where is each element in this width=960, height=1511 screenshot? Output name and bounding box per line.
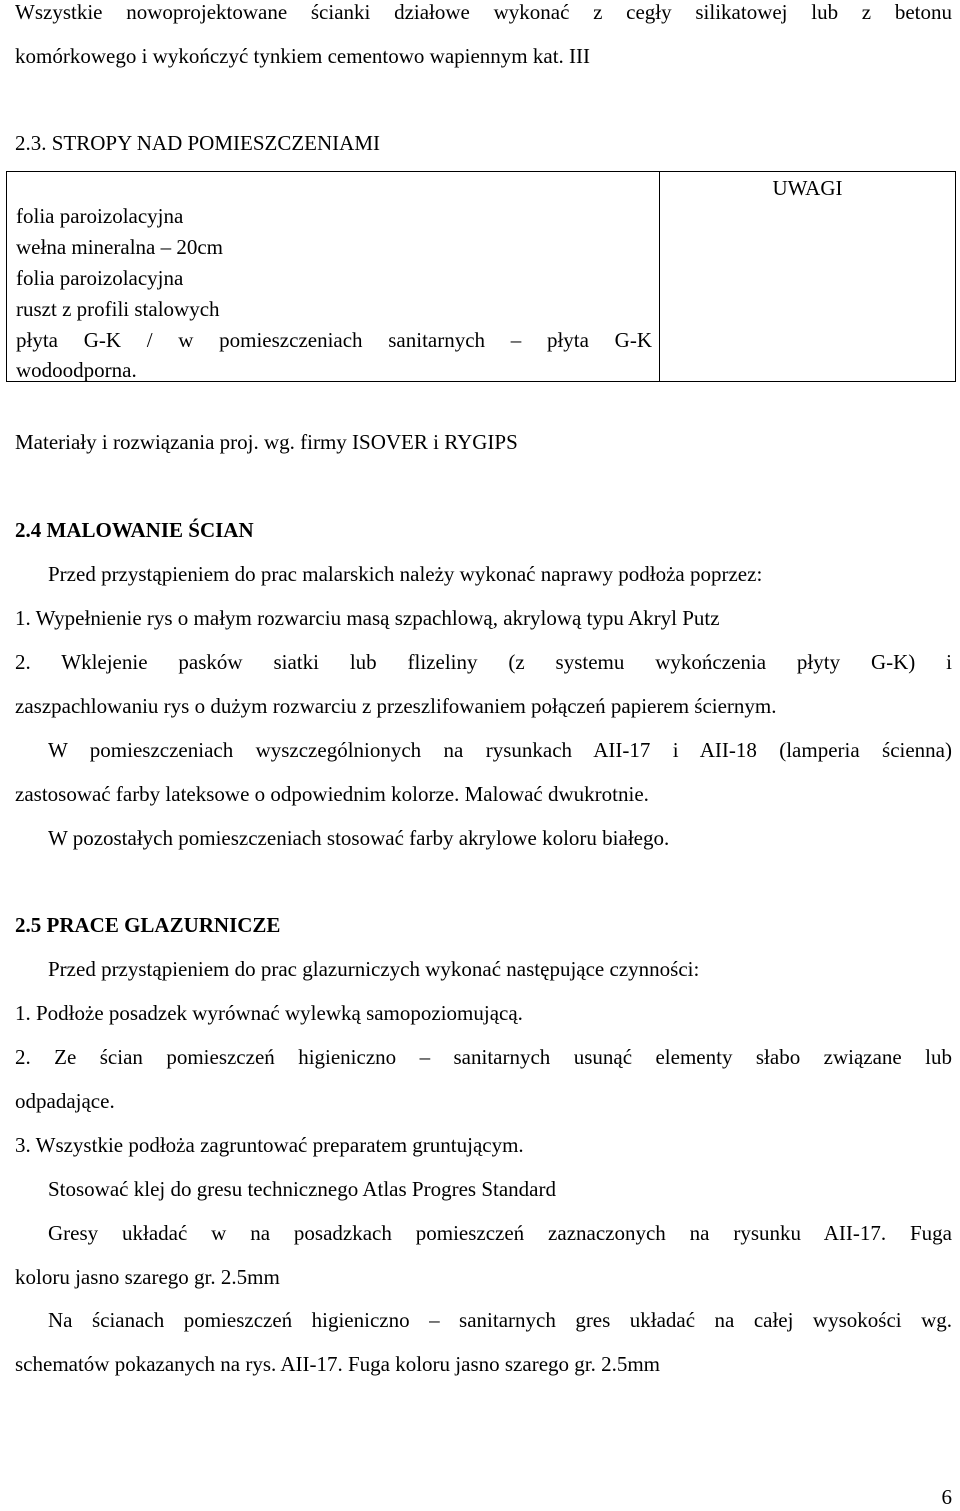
section-2-5-para-2-line-2: koloru jasno szarego gr. 2.5mm bbox=[15, 1265, 280, 1289]
section-2-5-para-3-line-1: Na ścianach pomieszczeń higieniczno – sanitarnych gres układać na całej wysokości wg. bbox=[48, 1308, 952, 1332]
section-2-5-para-3-line-2: schematów pokazanych na rys. AII-17. Fuga koloru jasno szarego gr. 2.5mm bbox=[15, 1352, 661, 1376]
section-2-4-heading: 2.4 MALOWANIE ŚCIAN bbox=[15, 518, 254, 542]
layer-item: folia paroizolacyjna bbox=[16, 204, 184, 228]
section-2-3-note: Materiały i rozwiązania proj. wg. firmy ISOVER i RYGIPS bbox=[15, 430, 518, 454]
section-2-5-intro: Przed przystąpieniem do prac glazurniczych wykonać następujące czynności: bbox=[48, 957, 700, 981]
section-2-4-item-1: 1. Wypełnienie rys o małym rozwarciu masą szpachlową, akrylową typu Akryl Putz bbox=[15, 606, 720, 630]
section-2-5-item-2-line-2: odpadające. bbox=[15, 1089, 115, 1113]
intro-line-2: komórkowego i wykończyć tynkiem cementowo wapiennym kat. III bbox=[15, 44, 591, 68]
page-number: 6 bbox=[941, 1485, 952, 1509]
section-2-5-para-2-line-1: Gresy układać w na posadzkach pomieszczeń zaznaczonych na rysunku AII-17. Fuga bbox=[48, 1221, 952, 1245]
layer-item: ruszt z profili stalowych bbox=[16, 297, 220, 321]
section-2-4-para-2: W pozostałych pomieszczeniach stosować farby akrylowe koloru białego. bbox=[48, 826, 670, 850]
layer-item: płyta G-K / w pomieszczeniach sanitarnych – płyta G-K bbox=[16, 328, 652, 352]
layer-item: folia paroizolacyjna bbox=[16, 266, 184, 290]
layer-item: wełna mineralna – 20cm bbox=[16, 235, 224, 259]
intro-line-1: Wszystkie nowoprojektowane ścianki działowe wykonać z cegły silikatowej lub z betonu bbox=[15, 0, 952, 24]
layers-cell bbox=[7, 172, 660, 382]
section-2-4-intro: Przed przystąpieniem do prac malarskich należy wykonać naprawy podłoża poprzez: bbox=[48, 562, 763, 586]
section-2-5-heading: 2.5 PRACE GLAZURNICZE bbox=[15, 913, 281, 937]
layer-item: wodoodporna. bbox=[16, 358, 137, 382]
section-2-4-item-2-line-2: zaszpachlowaniu rys o dużym rozwarciu z przeszlifowaniem połączeń papierem ściernym. bbox=[15, 694, 777, 718]
section-2-4-item-2-line-1: 2. Wklejenie pasków siatki lub flizeliny (z systemu wykończenia płyty G-K) i bbox=[15, 650, 952, 674]
section-2-4-para-1-line-1: W pomieszczeniach wyszczególnionych na rysunkach AII-17 i AII-18 (lamperia ścienna) bbox=[48, 738, 952, 762]
section-2-5-item-1: 1. Podłoże posadzek wyrównać wylewką samopoziomującą. bbox=[15, 1001, 523, 1025]
section-2-5-item-3: 3. Wszystkie podłoża zagruntować preparatem gruntującym. bbox=[15, 1133, 524, 1157]
remarks-header: UWAGI bbox=[772, 176, 843, 200]
section-2-5-para-1: Stosować klej do gresu technicznego Atlas Progres Standard bbox=[48, 1177, 556, 1201]
section-2-3-heading: 2.3. STROPY NAD POMIESZCZENIAMI bbox=[15, 131, 380, 155]
remarks-cell bbox=[660, 172, 956, 382]
section-2-4-para-1-line-2: zastosować farby lateksowe o odpowiednim kolorze. Malować dwukrotnie. bbox=[15, 782, 649, 806]
ceiling-spec-table bbox=[6, 171, 956, 382]
section-2-5-item-2-line-1: 2. Ze ścian pomieszczeń higieniczno – sanitarnych usunąć elementy słabo związane lub bbox=[15, 1045, 952, 1069]
